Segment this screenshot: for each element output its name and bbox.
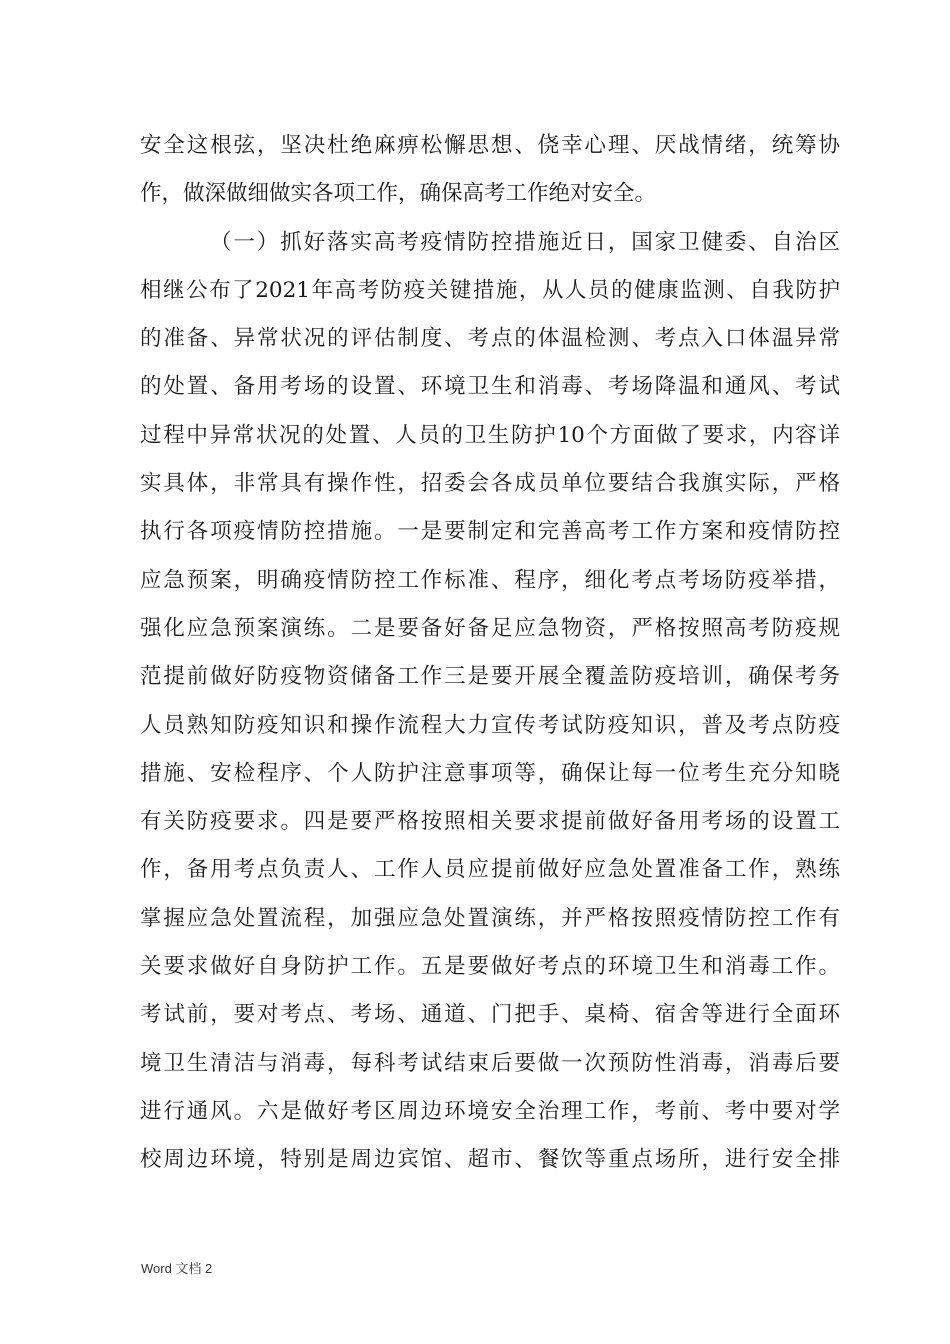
paragraph-line: 范提前做好防疫物资储备工作三是要开展全覆盖防疫培训，确保考务 (140, 664, 840, 690)
paragraph-line: 作，备用考点负责人、工作人员应提前做好应急处置准备工作，熟练 (140, 857, 840, 883)
paragraph-line: 安全这根弦，坚决杜绝麻痹松懈思想、侥幸心理、厌战情绪，统筹协 (140, 133, 840, 158)
paragraph-line: 校周边环境，特别是周边宾馆、超市、餐饮等重点场所，进行安全排 (140, 1147, 840, 1173)
paragraph-line: 的处置、备用考场的设置、环境卫生和消毒、考场降温和通风、考试 (140, 374, 840, 400)
paragraph-line: （一）抓好落实高考疫情防控措施近日，国家卫健委、自治区 (210, 229, 840, 255)
paragraph-line: 掌握应急处置流程，加强应急处置演练，并严格按照疫情防控工作有 (140, 905, 840, 931)
paragraph-line: 人员熟知防疫知识和操作流程大力宣传考试防疫知识，普及考点防疫 (140, 712, 840, 738)
document-body (140, 122, 840, 1185)
paragraph-line: 有关防疫要求。四是要严格按照相关要求提前做好备用考场的设置工 (140, 809, 840, 835)
paragraph-line: 考试前，要对考点、考场、通道、门把手、桌椅、宿舍等进行全面环 (140, 1002, 840, 1028)
paragraph-line: 应急预案，明确疫情防控工作标准、程序，细化考点考场防疫举措， (140, 567, 840, 593)
paragraph-line: 进行通风。六是做好考区周边环境安全治理工作，考前、考中要对学 (140, 1098, 840, 1124)
page-footer: Word 文档 2 (141, 1261, 213, 1276)
paragraph-line: 关要求做好自身防护工作。五是要做好考点的环境卫生和消毒工作。 (140, 954, 840, 980)
paragraph-line: 相继公布了2021年高考防疫关键措施，从人员的健康监测、自我防护 (140, 277, 840, 303)
paragraph-line: 实具体，非常具有操作性，招委会各成员单位要结合我旗实际，严格 (140, 471, 840, 497)
paragraph-line: 的准备、异常状况的评估制度、考点的体温检测、考点入口体温异常 (140, 326, 840, 352)
paragraph-line: 执行各项疫情防控措施。一是要制定和完善高考工作方案和疫情防控 (140, 519, 840, 545)
paragraph-line: 境卫生清洁与消毒，每科考试结束后要做一次预防性消毒，消毒后要 (140, 1050, 840, 1076)
paragraph-line: 强化应急预案演练。二是要备好备足应急物资，严格按照高考防疫规 (140, 615, 840, 641)
paragraph-line: 措施、安检程序、个人防护注意事项等，确保让每一位考生充分知晓 (140, 760, 840, 786)
paragraph-line: 过程中异常状况的处置、人员的卫生防护10个方面做了要求，内容详 (140, 422, 840, 448)
paragraph-line: 作，做深做细做实各项工作，确保高考工作绝对安全。 (140, 181, 657, 207)
